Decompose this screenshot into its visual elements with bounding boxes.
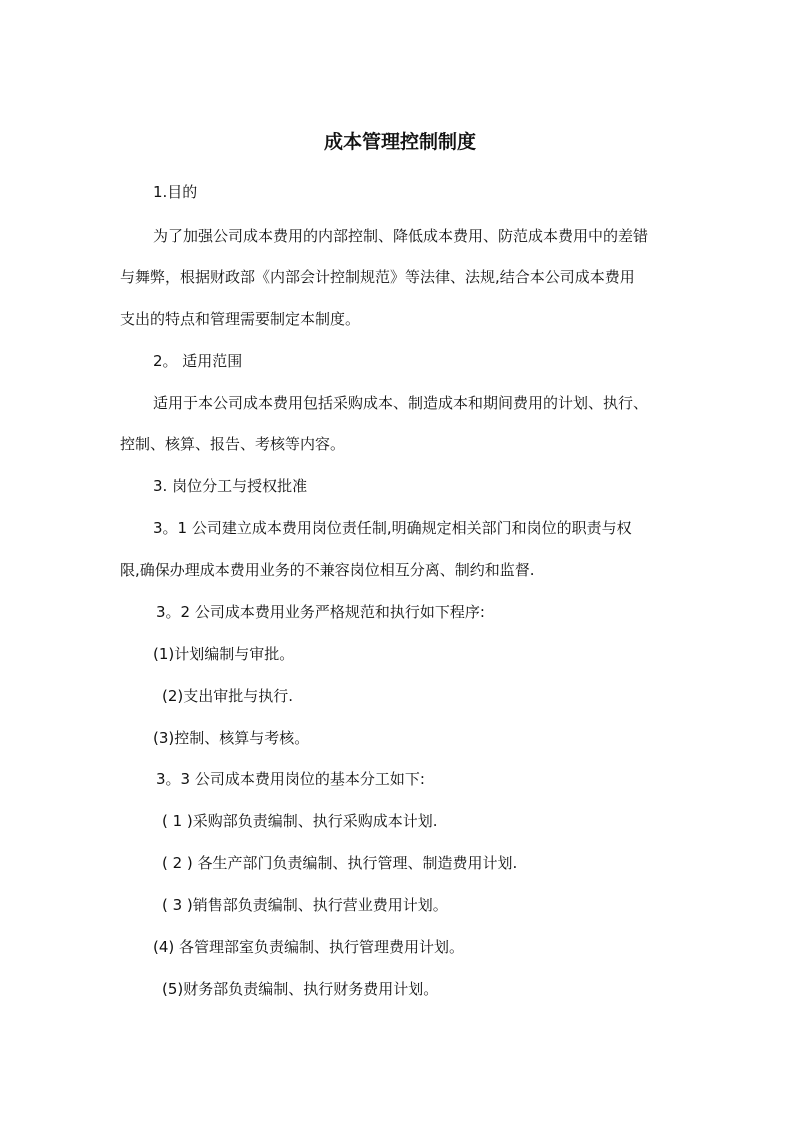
subsection-line: 3。3 公司成本费用岗位的基本分工如下:: [156, 770, 425, 788]
paragraph-line: 限,确保办理成本费用业务的不兼容岗位相互分离、制约和监督.: [120, 561, 535, 579]
list-item: (5)财务部负责编制、执行财务费用计划。: [162, 980, 439, 998]
section-heading-duties: 3. 岗位分工与授权批准: [153, 477, 308, 495]
paragraph-line: 为了加强公司成本费用的内部控制、降低成本费用、防范成本费用中的差错: [153, 227, 649, 245]
list-item: ( 1 )采购部负责编制、执行采购成本计划.: [162, 812, 438, 830]
paragraph-line: 支出的特点和管理需要制定本制度。: [120, 310, 361, 328]
list-item: (1)计划编制与审批。: [153, 645, 295, 663]
paragraph-line: 与舞弊，根据财政部《内部会计控制规范》等法律、法规,结合本公司成本费用: [120, 268, 635, 286]
paragraph-line: 控制、核算、报告、考核等内容。: [120, 435, 346, 453]
list-item: (2)支出审批与执行.: [162, 687, 294, 705]
paragraph-line: 适用于本公司成本费用包括采购成本、制造成本和期间费用的计划、执行、: [153, 394, 649, 412]
paragraph-line: 3。1 公司建立成本费用岗位责任制,明确规定相关部门和岗位的职责与权: [153, 519, 632, 537]
section-heading-scope: 2。 适用范围: [153, 352, 243, 370]
document-title: 成本管理控制制度: [323, 131, 476, 153]
section-heading-purpose: 1.目的: [153, 183, 198, 201]
list-item: (3)控制、核算与考核。: [153, 729, 310, 747]
subsection-line: 3。2 公司成本费用业务严格规范和执行如下程序:: [156, 603, 485, 621]
list-item: ( 2 ) 各生产部门负责编制、执行管理、制造费用计划.: [162, 854, 518, 872]
list-item: ( 3 )销售部负责编制、执行营业费用计划。: [162, 896, 448, 914]
list-item: (4) 各管理部室负责编制、执行管理费用计划。: [153, 938, 465, 956]
